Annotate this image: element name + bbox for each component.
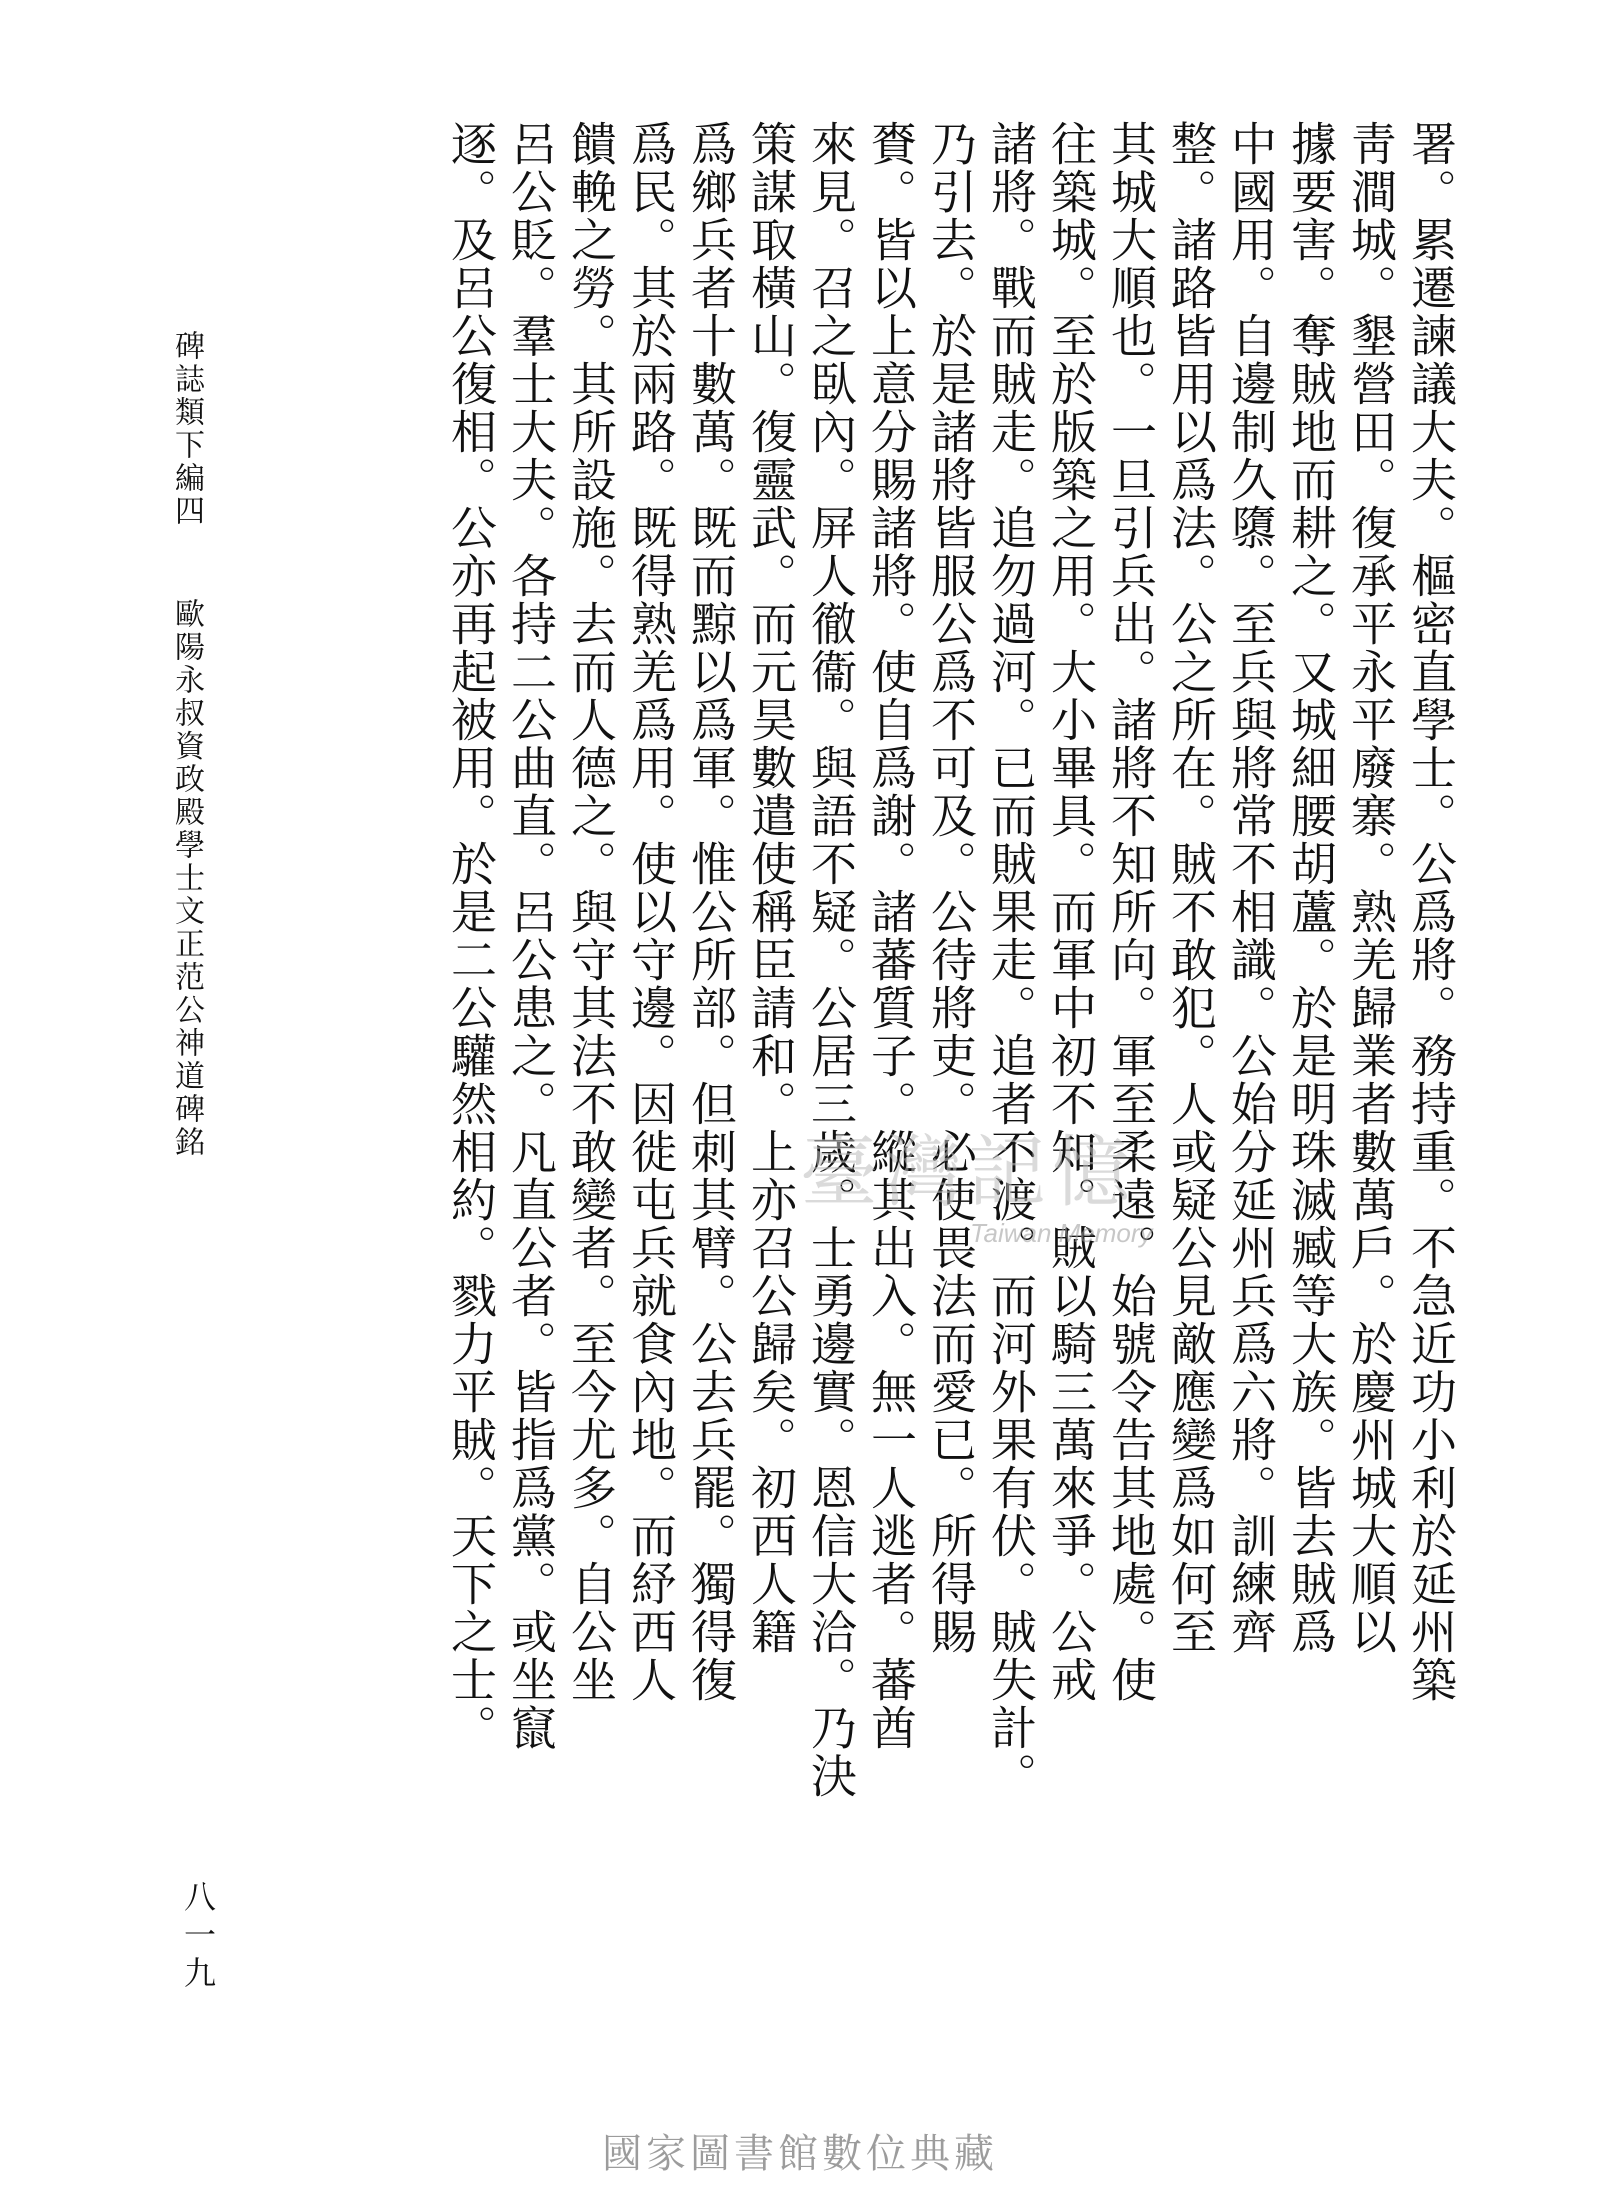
footer-credit: 國家圖書館數位典藏	[602, 2131, 998, 2177]
running-header	[168, 330, 208, 1159]
text-column-15: 饋輓之勞。其所設施。去而人德之。與守其法不敢變者。至今尤多。自公坐	[564, 120, 618, 1704]
watermark-logo	[800, 1110, 1260, 1260]
text-column-8: 諸將。戰而賊走。追勿過河。已而賊果走。追者不渡。而河外果有伏。賊失計。	[984, 120, 1038, 1800]
text-column-16: 呂公貶。羣士大夫。各持二公曲直。呂公患之。凡直公者。皆指爲黨。或坐竄	[504, 120, 558, 1752]
text-column-14: 爲民。其於兩路。既得熟羌爲用。使以守邊。因徙屯兵就食內地。而紓西人	[624, 120, 678, 1704]
text-column-4: 中國用。自邊制久隳。至兵與將常不相識。公始分延州兵爲六將。訓練齊	[1224, 120, 1278, 1656]
text-column-2: 靑澗城。墾營田。復承平永平廢寨。熟羌歸業者數萬戶。於慶州城大順以	[1344, 120, 1398, 1656]
watermark-english: Taiwan Memory	[970, 1218, 1153, 1248]
text-column-6: 其城大順也。一旦引兵出。諸將不知所向。軍至柔遠。始號令告其地處。使	[1104, 120, 1158, 1704]
text-column-1: 署。累遷諫議大夫。樞密直學士。公爲將。務持重。不急近功小利於延州築	[1404, 120, 1458, 1704]
text-column-17: 逐。及呂公復相。公亦再起被用。於是二公驩然相約。戮力平賊。天下之士。	[444, 120, 498, 1752]
book-title: 碑誌類下編四	[169, 330, 204, 528]
text-column-3: 據要害。奪賊地而耕之。又城細腰胡蘆。於是明珠滅臧等大族。皆去賊爲	[1284, 120, 1338, 1656]
page-number: 八一九	[179, 1880, 217, 1994]
text-column-9: 乃引去。於是諸將皆服公爲不可及。公待將吏。必使畏法而愛已。所得賜	[924, 120, 978, 1656]
text-column-11: 來見。召之臥內。屏人徹衞。與語不疑。公居三歲。士勇邊實。恩信大洽。乃決	[804, 120, 858, 1800]
text-column-12: 策謀取橫山。復靈武。而元昊數遣使稱臣請和。上亦召公歸矣。初西人籍	[744, 120, 798, 1656]
text-column-5: 整。諸路皆用以爲法。公之所在。賊不敢犯。人或疑公見敵應變爲如何至	[1164, 120, 1218, 1656]
watermark-chinese: 臺灣記憶	[800, 1128, 1137, 1218]
text-column-7: 往築城。至於版築之用。大小畢具。而軍中初不知。賊以騎三萬來爭。公戒	[1044, 120, 1098, 1704]
text-column-10: 賚。皆以上意分賜諸將。使自爲謝。諸蕃質子。縱其出入。無一人逃者。蕃酋	[864, 120, 918, 1752]
text-column-13: 爲鄉兵者十數萬。既而黥以爲軍。惟公所部。但刺其臂。公去兵罷。獨得復	[684, 120, 738, 1704]
chapter-title: 歐陽永叔資政殿學士文正范公神道碑銘	[169, 598, 204, 1159]
